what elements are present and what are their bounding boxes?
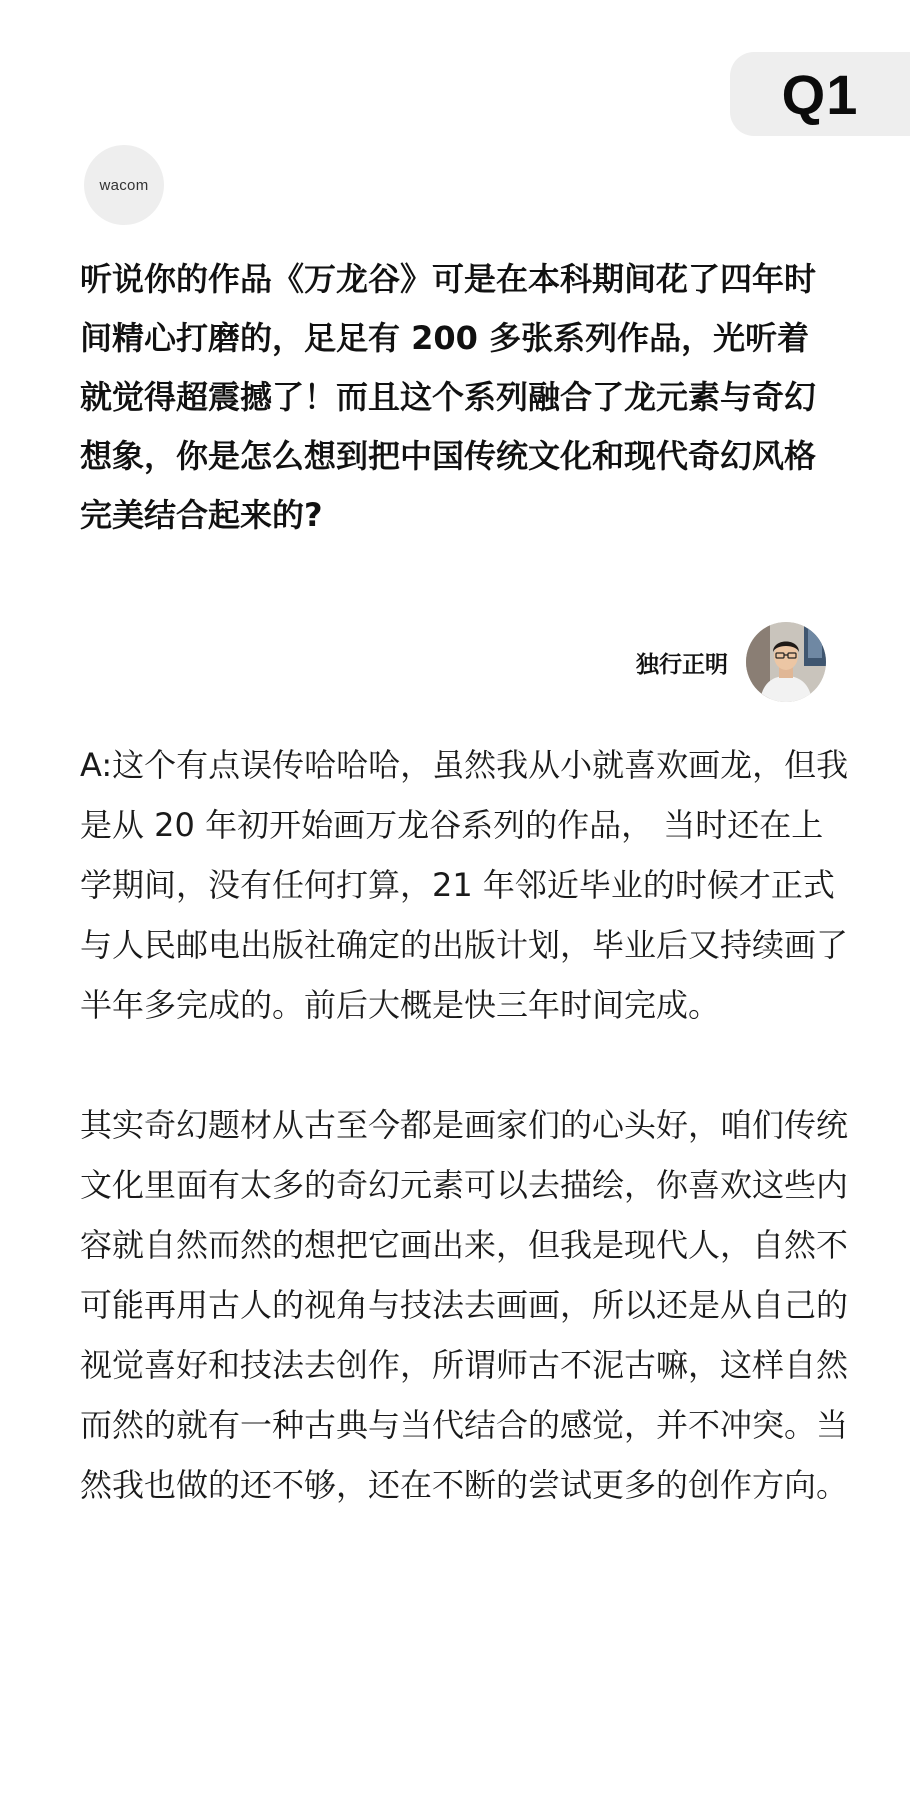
- answer-paragraph: A:这个有点误传哈哈哈，虽然我从小就喜欢画龙，但我是从 20 年初开始画万龙谷系列的作品， 当时还在上学期间，没有任何打算，21 年邻近毕业的时候才正式与人民邮电出版社确定的出版计划，毕业后又持续画了半年多完成的。前后大概是快三年时间完成。: [80, 746, 849, 1024]
- author-avatar: [746, 622, 826, 702]
- interview-answer: [80, 735, 850, 1515]
- author-byline: [636, 622, 826, 702]
- interview-question: 听说你的作品《万龙谷》可是在本科期间花了四年时间精心打磨的，足足有 200 多张系列作品，光听着就觉得超震撼了！而且这个系列融合了龙元素与奇幻想象，你是怎么想到把中国传统文化和现代奇幻风格完美结合起来的?: [80, 260, 817, 534]
- wacom-logo-text: wacom: [99, 176, 149, 194]
- author-name: 独行正明: [636, 651, 728, 678]
- wacom-logo-avatar: [84, 145, 164, 225]
- question-number-badge: Q1: [730, 52, 910, 136]
- answer-paragraph: 其实奇幻题材从古至今都是画家们的心头好，咱们传统文化里面有太多的奇幻元素可以去描绘，你喜欢这些内容就自然而然的想把它画出来，但我是现代人，自然不可能再用古人的视角与技法去画画，所以还是从自己的视觉喜好和技法去创作，所谓师古不泥古嘛，这样自然而然的就有一种古典与当代结合的感觉，并不冲突。当然我也做的还不够，还在不断的尝试更多的创作方向。: [80, 1106, 849, 1504]
